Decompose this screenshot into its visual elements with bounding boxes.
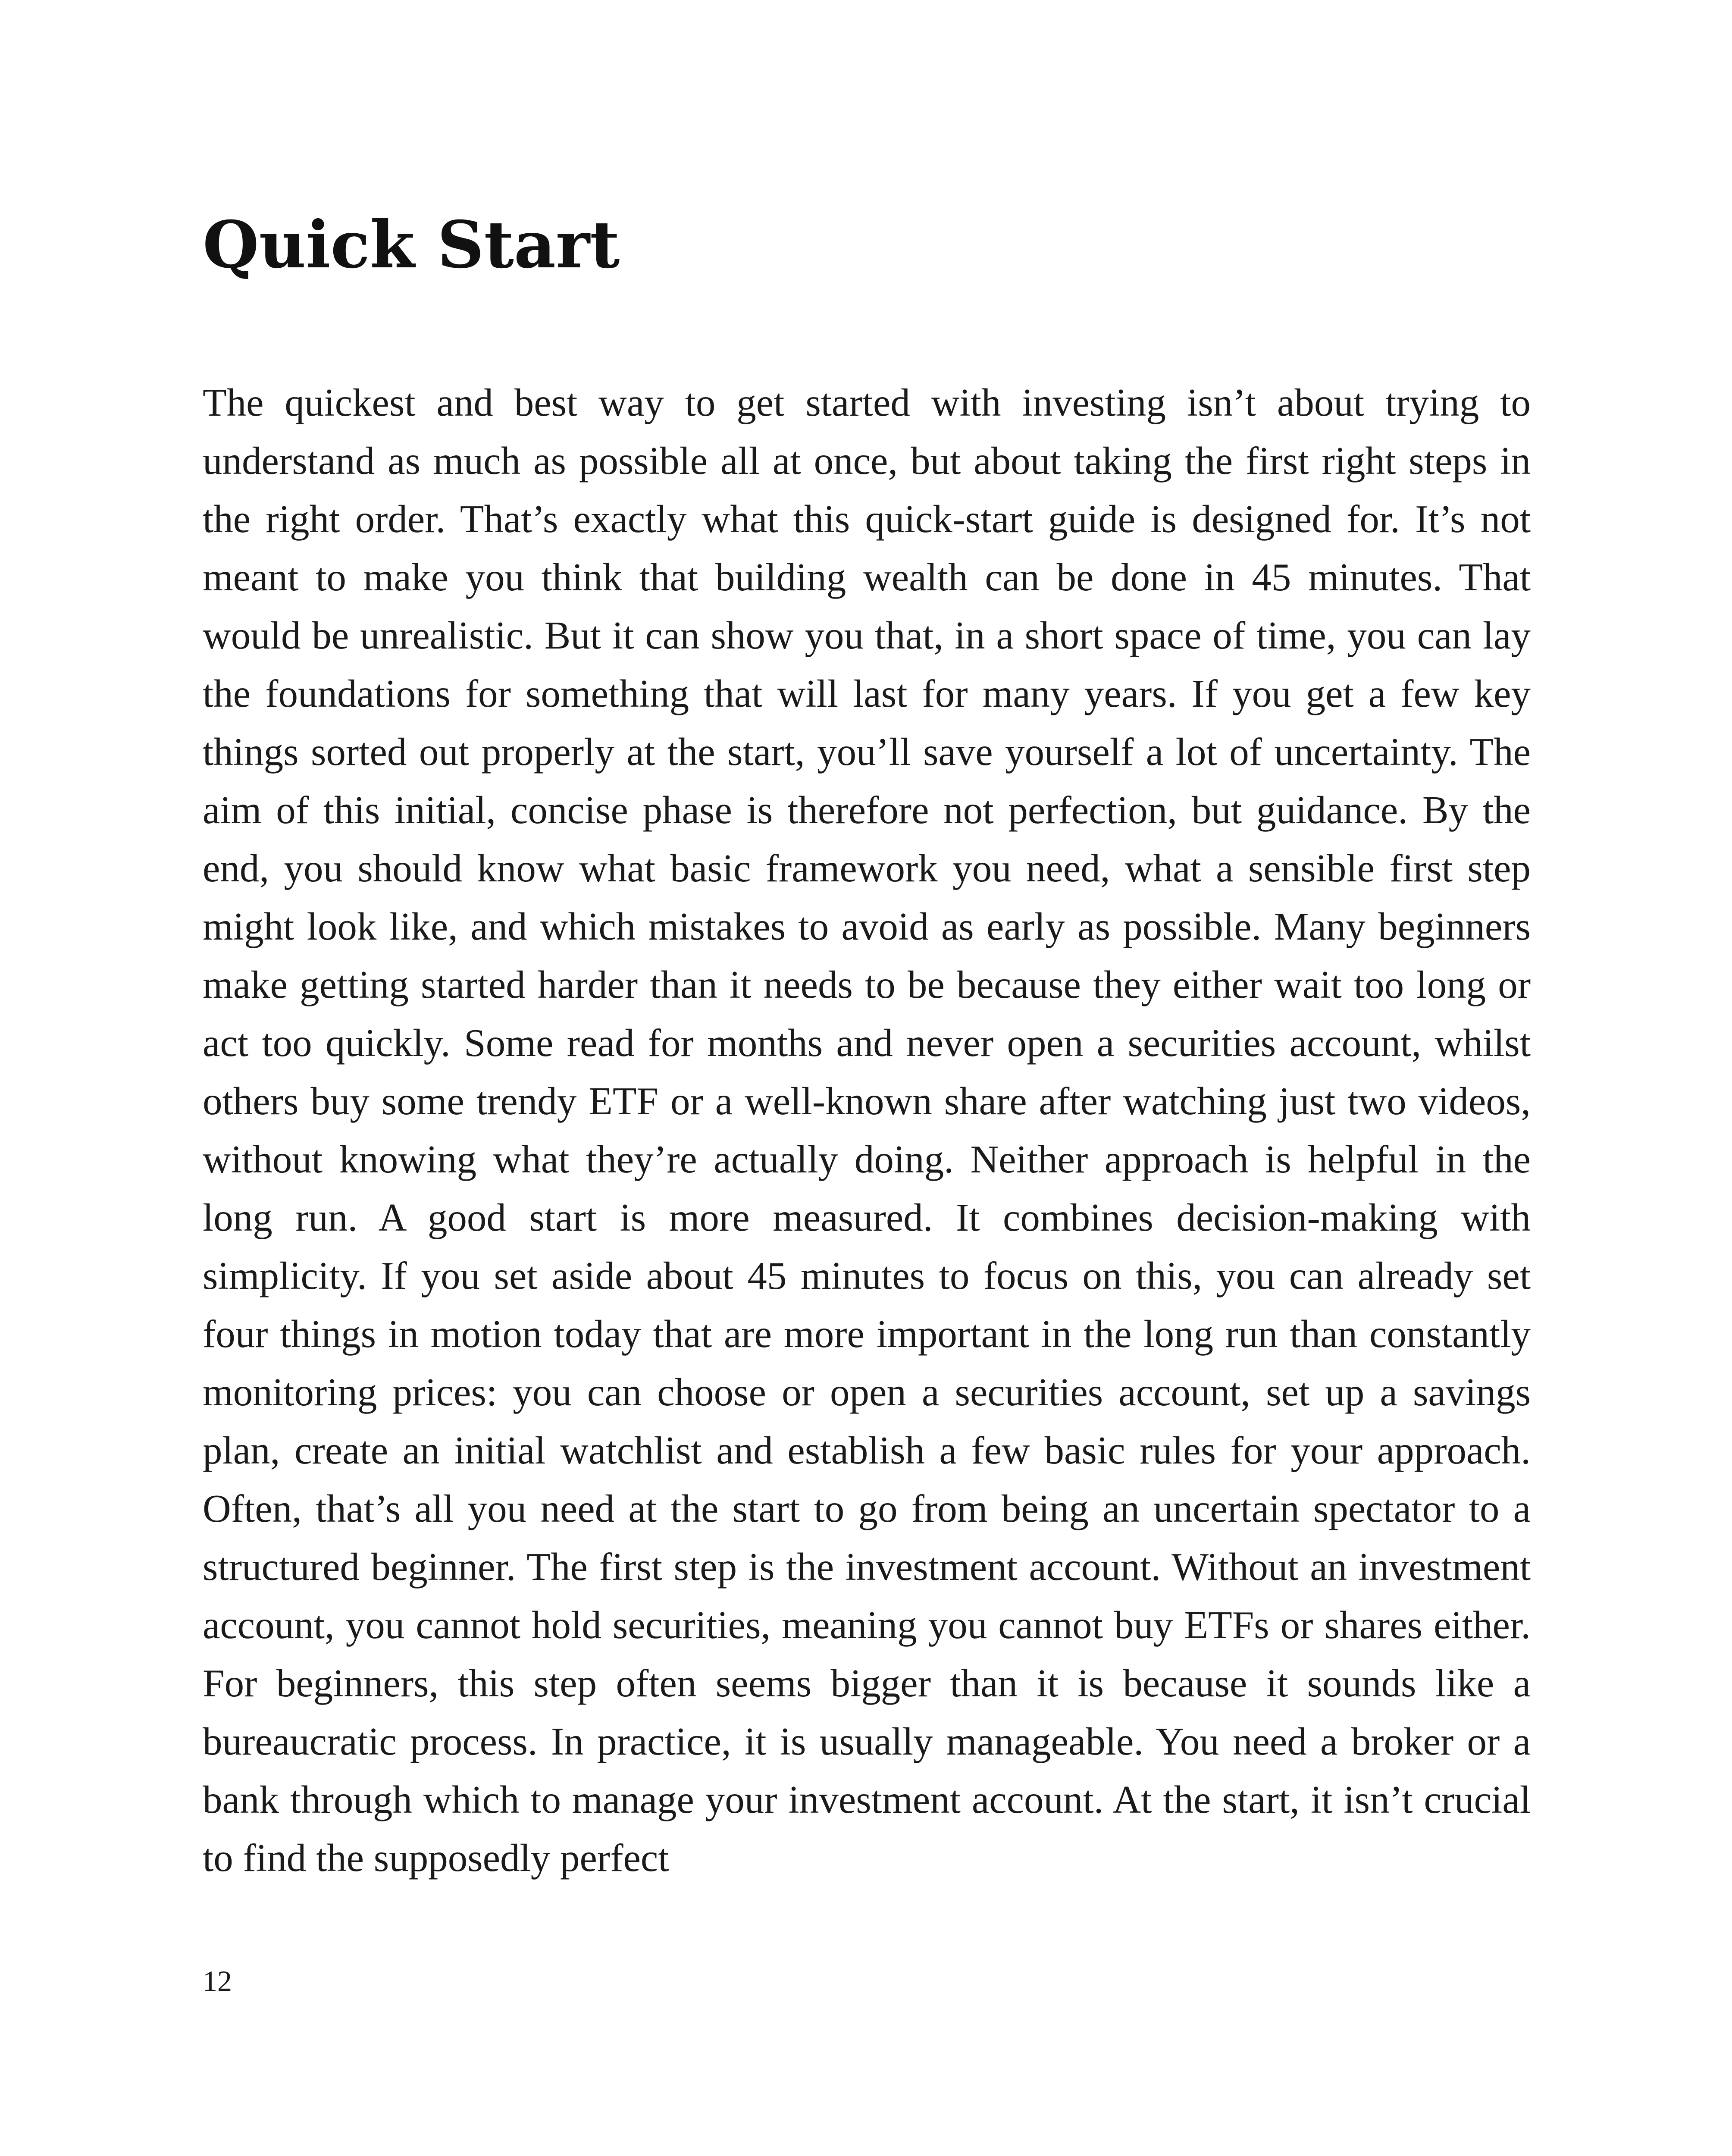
body-paragraph: The quickest and best way to get started with investing isn’t about trying to understand as much as possible all at once, but about taking the first right steps in the right order. That’s exactly what this quick-start guide is designed for. It’s not meant to make you think that building wealth can be done in 45 minutes. That would be unrealistic. But it can show you that, in a short space of time, you can lay the foundations for something that will last for many years. If you get a few key things sorted out properly at the start, you’ll save yourself a lot of uncertainty. The aim of this initial, concise phase is therefore not perfection, but guidance. By the end, you should know what basic framework you need, what a sensible first step might look like, and which mistakes to avoid as early as possible. Many beginners make getting started harder than it needs to be because they either wait too long or act too quickly. Some read for months and never open a securities account, whilst others buy some trendy ETF or a well-known share after watching just two videos, without knowing what they’re actually doing. Neither approach is helpful in the long run. A good start is more measured. It combines decision-making with simplicity. If you set aside about 45 minutes to focus on this, you can already set four things in motion today that are more important in the long run than constantly monitoring prices: you can choose or open a securities account, set up a savings plan, create an initial watchlist and establish a few basic rules for your approach. Often, that’s all you need at the start to go from being an uncertain spectator to a structured beginner. The first step is the investment account. Without an investment account, you cannot hold securities, meaning you cannot buy ETFs or shares either. For beginners, this step often seems bigger than it is because it sounds like a bureaucratic process. In practice, it is usually manageable. You need a broker or a bank through which to manage your investment account. At the start, it isn’t crucial to find the supposedly perfect xyxy=(203,381,1531,1880)
page-number: 12 xyxy=(203,1965,232,1997)
chapter-title: Quick Start xyxy=(203,207,620,283)
